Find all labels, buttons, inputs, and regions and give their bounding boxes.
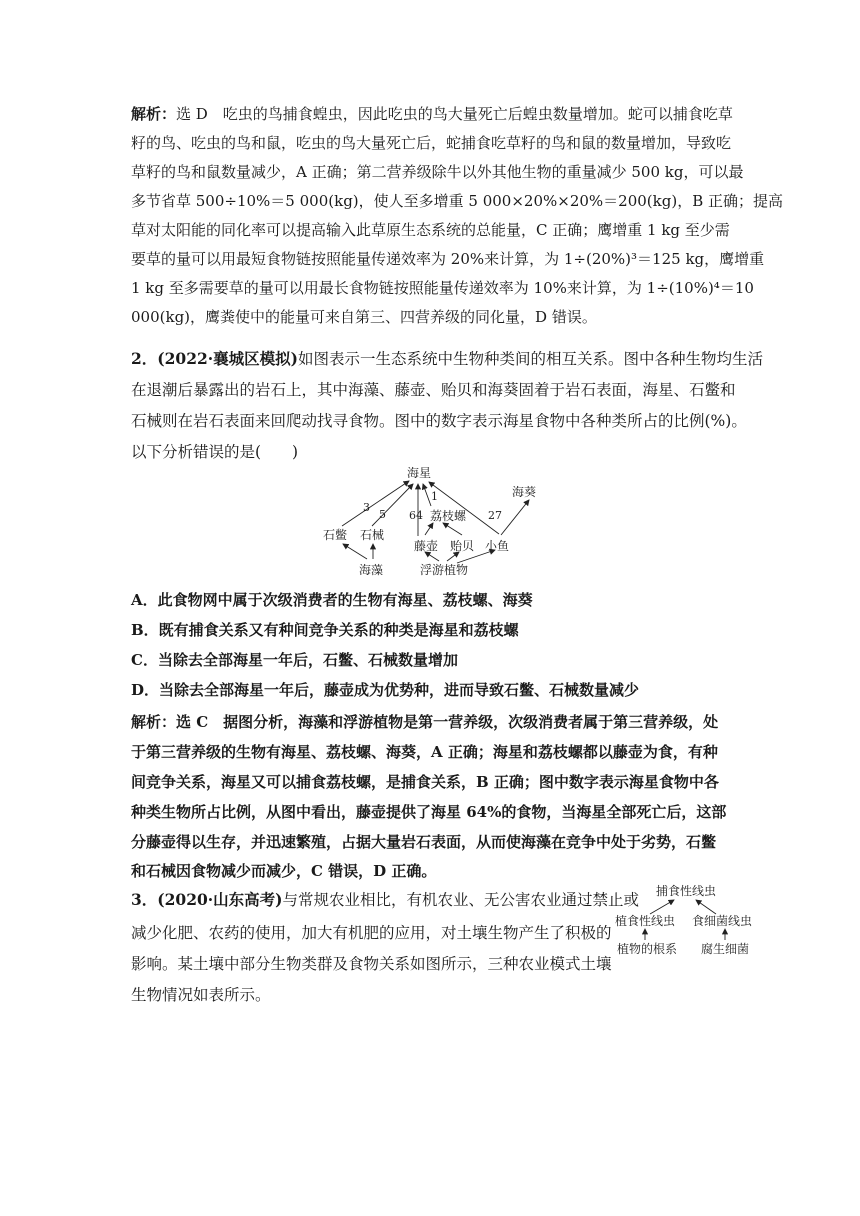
node-saprophytic-bacteria: 腐生细菌 — [701, 942, 750, 956]
node-anemone: 海葵 — [512, 485, 537, 499]
arrow-whelk-starfish — [423, 484, 431, 506]
node-plant-roots: 植物的根系 — [617, 942, 678, 956]
node-seaweed: 海藻 — [359, 563, 384, 577]
question-line: 减少化肥、农药的使用，加大有机肥的应用，对土壤生物产生了积极的 — [131, 924, 612, 942]
analysis-line: 分藤壶得以生存，并迅速繁殖，占据大量岩石表面，从而使海藻在竞争中处于劣势，石鳖 — [131, 833, 717, 851]
arrow-fish-starfish — [429, 482, 499, 534]
analysis-line: 多节省草 500÷10%＝5 000(kg)，使人至多增重 5 000×20%×20%＝200(kg)，B 正确；提高 — [131, 192, 783, 210]
analysis-line: 1 kg 至多需要草的量可以用最长食物链按照能量传递效率为 10%来计算，为 1÷(10%)⁴＝10 — [131, 279, 754, 297]
arrow-fish-anemone — [501, 500, 529, 535]
option-d: D．当除去全部海星一年后，藤壶成为优势种，进而导致石鳖、石械数量减少 — [131, 681, 640, 699]
question-line: 石械则在岩石表面来回爬动找寻食物。图中的数字表示海星食物中各种类所占的比例(%)。 — [131, 412, 747, 430]
node-whelk: 荔枝螺 — [430, 509, 467, 523]
value-limpet: 5 — [379, 508, 386, 521]
analysis-line: 籽的鸟、吃虫的鸟和鼠，吃虫的鸟大量死亡后，蛇捕食吃草籽的鸟和鼠的数量增加，导致吃 — [131, 134, 732, 152]
question-line: 以下分析错误的是( ) — [131, 443, 299, 461]
arrow-seaweed-chiton — [343, 544, 367, 559]
option-b: B．既有捕食关系又有种间竞争关系的种类是海星和荔枝螺 — [131, 621, 519, 639]
analysis-label: 解析： — [131, 713, 177, 731]
question-number: 2． — [131, 349, 158, 368]
arrow-mussel-whelk — [443, 523, 462, 535]
value-chiton: 3 — [363, 501, 370, 514]
node-bacterivore-nematode: 食细菌线虫 — [692, 914, 753, 928]
analysis-line: 草对太阳能的同化率可以提高输入此草原生态系统的总能量，C 正确；鹰增重 1 kg 至少需 — [131, 221, 730, 239]
node-fish: 小鱼 — [485, 539, 510, 553]
analysis-line: 和石械因食物减少而减少，C 错误，D 正确。 — [131, 862, 437, 880]
question-line: 与常规农业相比，有机农业、无公害农业通过禁止或 — [282, 891, 640, 909]
question-line: 生物情况如表所示。 — [131, 986, 271, 1004]
arrow-chiton-starfish — [342, 481, 409, 526]
node-mussel: 贻贝 — [450, 539, 475, 553]
analysis-line: 种类生物所占比例，从图中看出，藤壶提供了海星 64%的食物，当海星全部死亡后，这部 — [131, 803, 727, 821]
analysis-line: 000(kg)，鹰粪使中的能量可来自第三、四营养级的同化量，D 错误。 — [131, 308, 597, 326]
node-limpet: 石械 — [360, 528, 385, 542]
arrow-plankton-mussel — [447, 552, 459, 561]
soil-food-web-diagram — [612, 880, 762, 960]
question-source: (2020·山东高考) — [157, 890, 283, 909]
analysis-line: 草籽的鸟和鼠数量减少，A 正确；第二营养级除牛以外其他生物的重量减少 500 kg，可以最 — [131, 163, 744, 181]
question-source: (2022·襄城区模拟) — [157, 349, 299, 368]
analysis-label: 解析： — [131, 105, 177, 123]
question-number: 3． — [131, 890, 158, 909]
analysis-line: 要草的量可以用最短食物链按照能量传递效率为 20%来计算，为 1÷(20%)³＝125 kg，鹰增重 — [131, 250, 765, 268]
arrow-barnacle-whelk — [425, 523, 433, 535]
arrow-herbivore-predator — [650, 900, 674, 914]
question-line: 影响。某土壤中部分生物类群及食物关系如图所示，三种农业模式土壤 — [131, 955, 612, 973]
analysis-line: 选 C 据图分析，海藻和浮游植物是第一营养级，次级消费者属于第三营养级，处 — [176, 713, 719, 731]
food-web-diagram — [315, 462, 555, 580]
node-chiton: 石鳖 — [323, 528, 348, 542]
value-whelk: 1 — [431, 490, 438, 503]
question-line: 如图表示一生态系统中生物种类间的相互关系。图中各种生物均生活 — [298, 350, 764, 368]
analysis-line: 选 D 吃虫的鸟捕食蝗虫，因此吃虫的鸟大量死亡后蝗虫数量增加。蛇可以捕食吃草 — [176, 105, 733, 123]
question-line: 在退潮后暴露出的岩石上，其中海藻、藤壶、贻贝和海葵固着于岩石表面，海星、石鳖和 — [131, 381, 736, 399]
node-starfish: 海星 — [407, 466, 432, 480]
option-a: A．此食物网中属于次级消费者的生物有海星、荔枝螺、海葵 — [131, 591, 533, 609]
arrow-plankton-barnacle — [425, 552, 439, 561]
node-barnacle: 藤壶 — [414, 539, 439, 553]
value-fish: 27 — [488, 509, 502, 522]
node-herbivore-nematode: 植食性线虫 — [615, 914, 676, 928]
analysis-line: 于第三营养级的生物有海星、荔枝螺、海葵，A 正确；海星和荔枝螺都以藤壶为食，有种 — [131, 743, 718, 761]
node-plankton: 浮游植物 — [420, 563, 469, 577]
arrow-bacterivore-predator — [696, 900, 716, 914]
value-barnacle: 64 — [409, 509, 423, 522]
option-c: C．当除去全部海星一年后，石鳖、石械数量增加 — [131, 651, 458, 669]
analysis-line: 间竞争关系，海星又可以捕食荔枝螺，是捕食关系，B 正确；图中数字表示海星食物中各 — [131, 773, 719, 791]
node-predator-nematode: 捕食性线虫 — [656, 884, 717, 898]
